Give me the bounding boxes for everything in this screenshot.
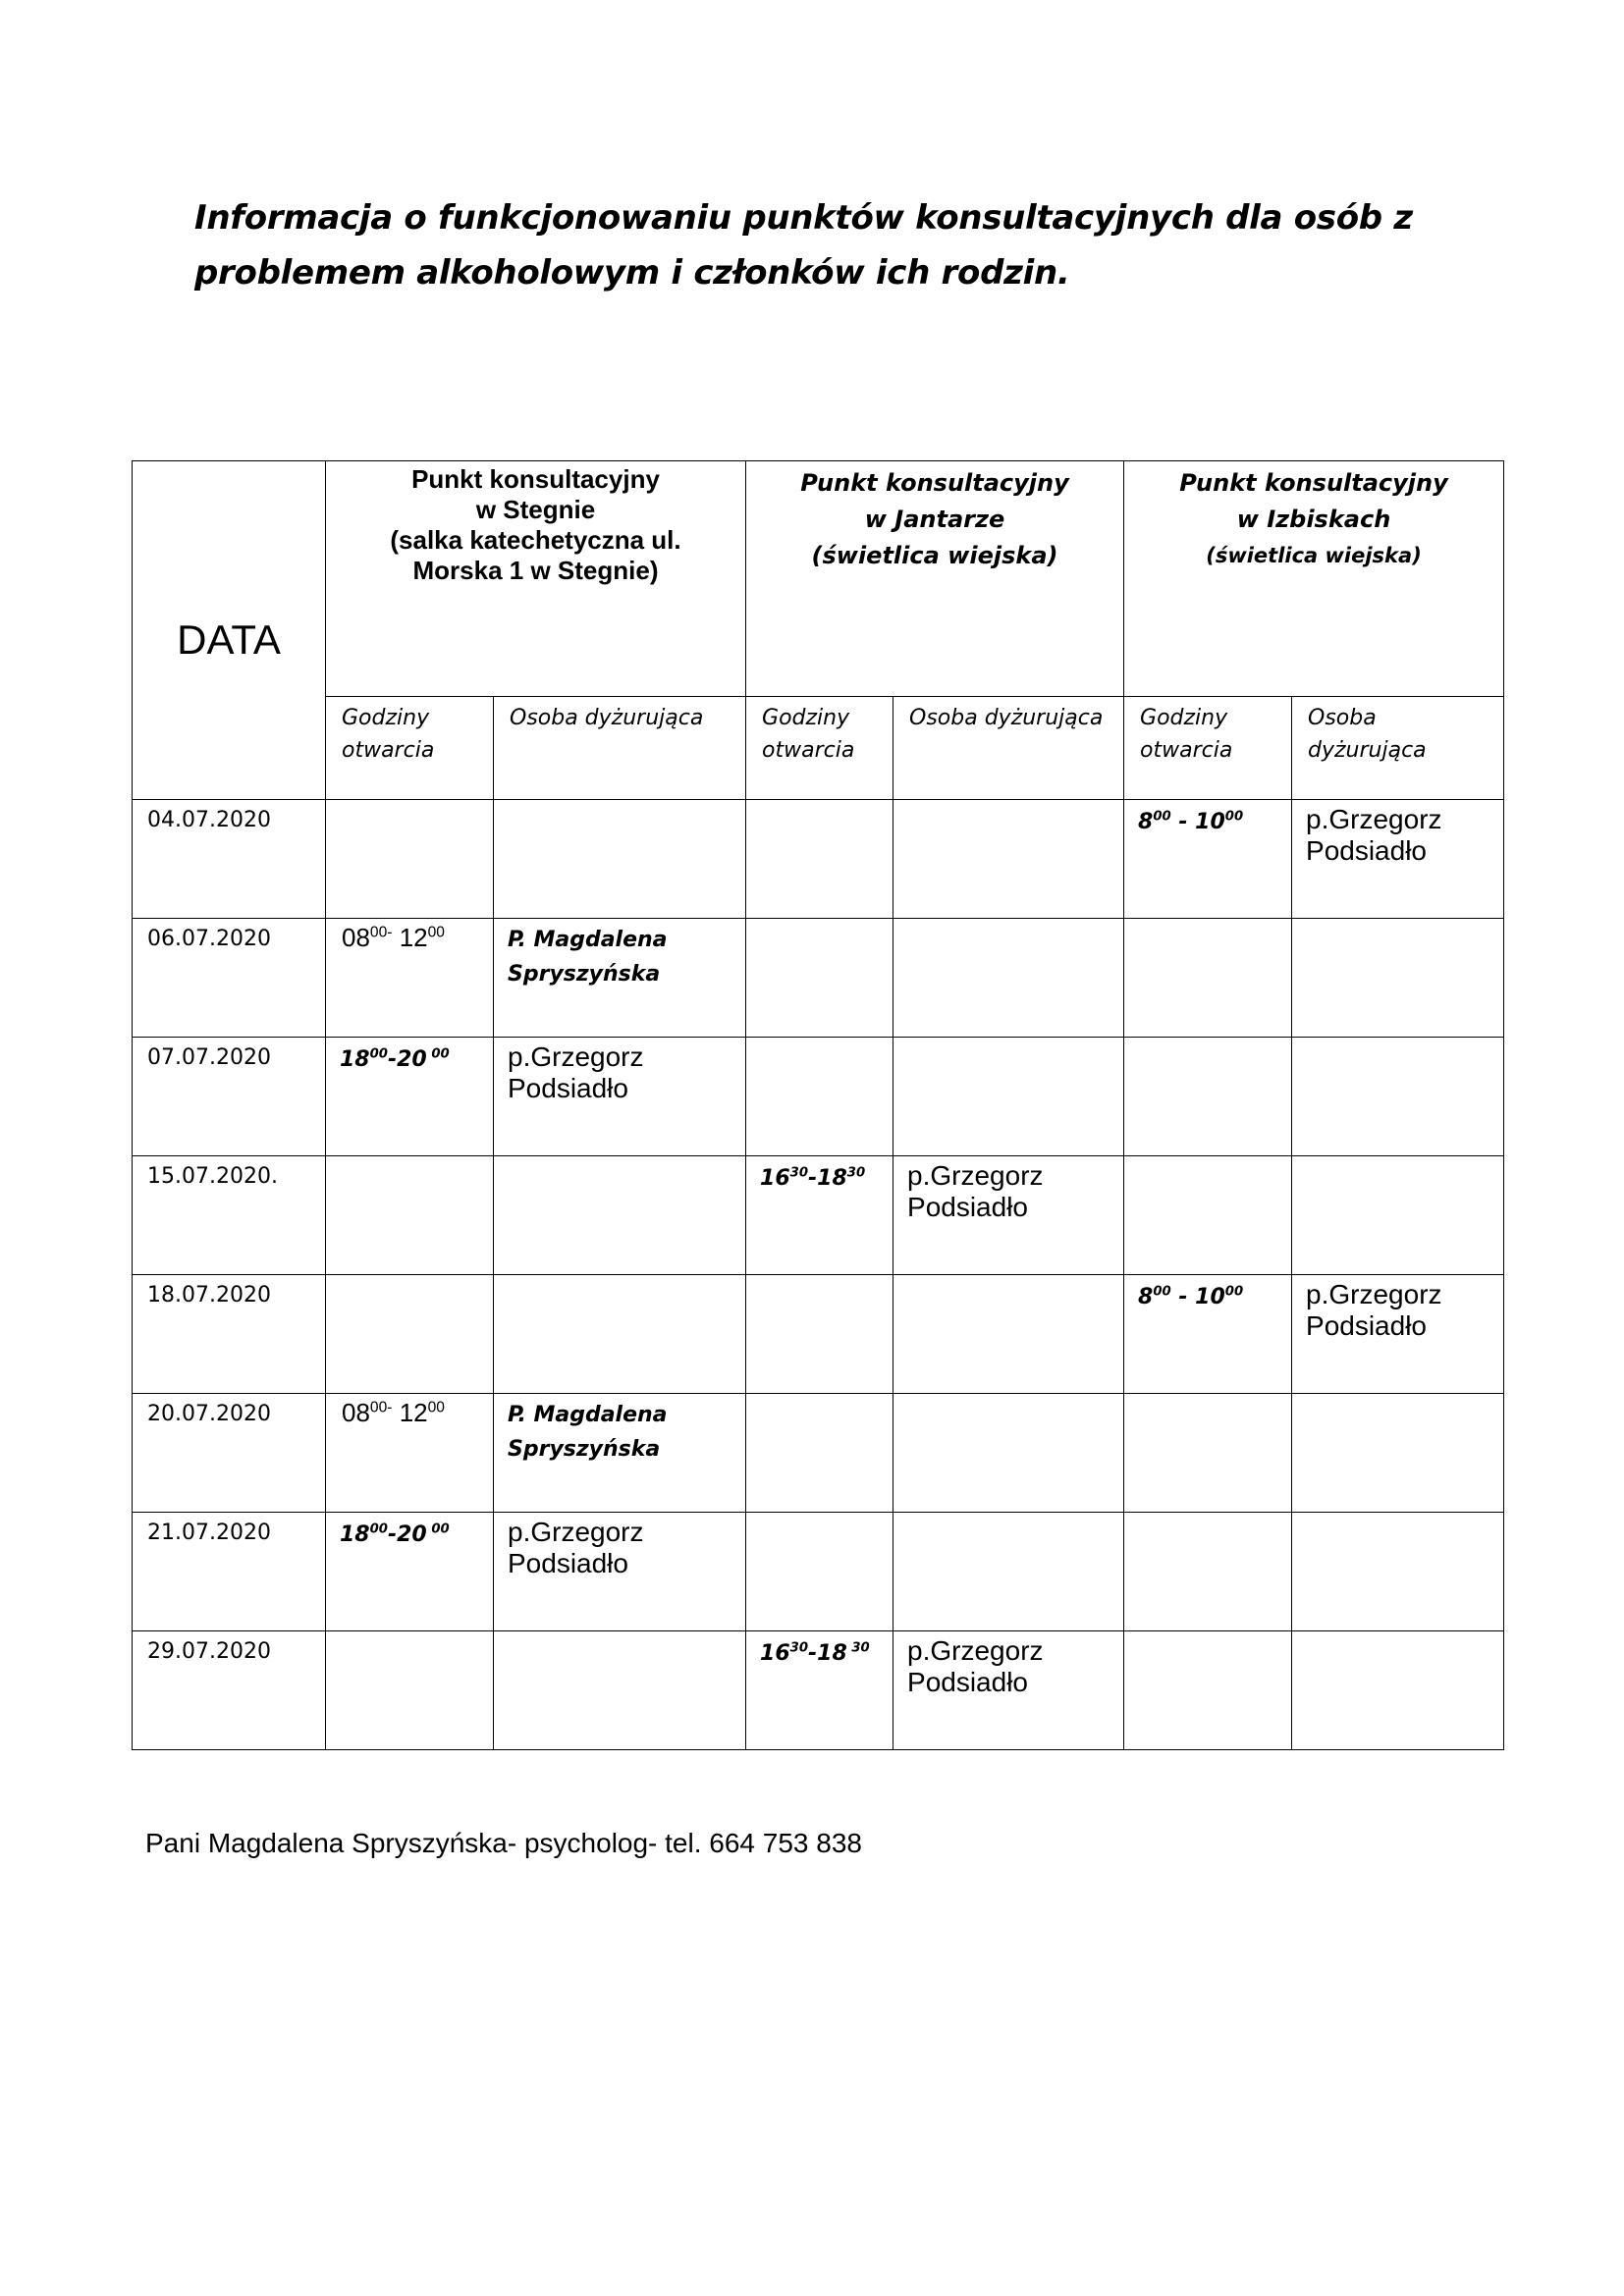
hours-header: Godziny otwarcia — [326, 697, 494, 800]
time-part: 00- — [369, 1399, 393, 1416]
hours-header: Godziny otwarcia — [746, 697, 893, 800]
time-part: 10 — [1195, 810, 1225, 834]
table-row — [133, 1394, 1504, 1513]
location-line: Punkt konsultacyjny — [800, 469, 1069, 497]
hours-cell-empty — [326, 1156, 494, 1275]
time-part: 00 — [1153, 809, 1171, 825]
table-row — [133, 1275, 1504, 1394]
location-line: Punkt konsultacyjny — [411, 464, 660, 494]
time-part: 30 — [846, 1640, 870, 1656]
hours-cell-empty — [1124, 1513, 1292, 1631]
person-cell-empty — [1292, 1513, 1504, 1631]
location-header-jantar — [746, 461, 1124, 697]
person-cell-empty — [893, 1394, 1124, 1513]
location-line: (salka katechetyczna ul. — [390, 525, 681, 555]
location-line: w Stegnie — [475, 495, 596, 524]
hours-cell-empty — [746, 919, 893, 1038]
hours-cell — [326, 1394, 494, 1513]
table-row — [133, 800, 1504, 919]
time-part: 8 — [1138, 1285, 1154, 1309]
time-part: 18 — [817, 1641, 847, 1666]
date-cell: 04.07.2020 — [133, 800, 326, 919]
schedule-rows — [133, 800, 1504, 1750]
time-part: 30 — [846, 1165, 866, 1181]
time-part: - — [387, 1047, 398, 1072]
hours-cell-empty — [1124, 1038, 1292, 1156]
date-cell: 20.07.2020 — [133, 1394, 326, 1513]
person-cell: p.Grzegorz Podsiadło — [494, 1038, 746, 1156]
time-part: 00 — [369, 1046, 388, 1062]
person-cell: p.Grzegorz Podsiadło — [1292, 800, 1504, 919]
time-part: 20 — [397, 1522, 427, 1547]
time-part: 18 — [340, 1047, 370, 1072]
time-part: 30 — [789, 1640, 808, 1656]
person-cell: P. Magdalena Spryszyńska — [494, 919, 746, 1038]
table-row — [133, 1156, 1504, 1275]
date-cell: 07.07.2020 — [133, 1038, 326, 1156]
person-cell-empty — [494, 1631, 746, 1750]
time-part: 18 — [340, 1522, 370, 1547]
time-part: 8 — [1138, 810, 1154, 834]
person-cell-empty — [494, 1275, 746, 1394]
hours-cell-empty — [746, 1275, 893, 1394]
hours-cell — [1124, 1275, 1292, 1394]
hours-cell-empty — [1124, 1394, 1292, 1513]
time-part: 00 — [426, 1522, 450, 1537]
date-cell: 29.07.2020 — [133, 1631, 326, 1750]
footer-contact: Pani Magdalena Spryszyńska- psycholog- tel. 664 753 838 — [145, 1828, 862, 1858]
person-cell-empty — [893, 919, 1124, 1038]
person-cell-empty — [1292, 1394, 1504, 1513]
date-cell: 15.07.2020. — [133, 1156, 326, 1275]
time-part — [392, 1398, 399, 1427]
time-part: 00 — [1153, 1284, 1171, 1300]
location-line: (świetlica wiejska) — [811, 542, 1058, 569]
person-cell-empty — [893, 1275, 1124, 1394]
time-part: 20 — [397, 1047, 427, 1072]
person-cell-empty — [893, 1513, 1124, 1631]
table-row — [133, 1631, 1504, 1750]
person-cell-empty — [893, 1038, 1124, 1156]
hours-cell-empty — [746, 800, 893, 919]
person-cell: p.Grzegorz Podsiadło — [893, 1156, 1124, 1275]
time-part: - — [808, 1641, 818, 1666]
person-cell-empty — [494, 1156, 746, 1275]
hours-cell — [1124, 800, 1292, 919]
location-line: w Jantarze — [864, 506, 1005, 533]
time-part — [392, 923, 399, 952]
hours-header: Godziny otwarcia — [1124, 697, 1292, 800]
table-row — [133, 919, 1504, 1038]
hours-cell-empty — [326, 1631, 494, 1750]
person-header: Osoba dyżurująca — [893, 697, 1124, 800]
time-part: - — [1170, 810, 1196, 834]
person-cell-empty — [1292, 1156, 1504, 1275]
time-part: - — [808, 1166, 818, 1191]
header-row — [133, 461, 1504, 697]
date-cell: 06.07.2020 — [133, 919, 326, 1038]
page-title: Informacja o funkcjonowaniu punktów konsultacyjnych dla osób z problemem alkoholowym i członków ich rodzin. — [194, 198, 1413, 293]
date-cell: 21.07.2020 — [133, 1513, 326, 1631]
date-cell: 18.07.2020 — [133, 1275, 326, 1394]
hours-cell-empty — [1124, 1631, 1292, 1750]
time-part: 00 — [369, 1522, 388, 1537]
time-part: 00 — [427, 1399, 445, 1416]
location-line: w Izbiskach — [1236, 506, 1391, 533]
person-cell-empty — [494, 800, 746, 919]
time-part: - — [387, 1522, 398, 1547]
subheader-row — [133, 697, 1504, 800]
person-header: Osoba dyżurująca — [1292, 697, 1504, 800]
location-line: Punkt konsultacyjny — [1179, 469, 1448, 497]
person-cell-empty — [893, 800, 1124, 919]
table-row — [133, 1038, 1504, 1156]
time-part: 00 — [1224, 809, 1244, 825]
date-column-header: DATA — [133, 461, 326, 800]
time-part: 00 — [427, 924, 445, 941]
time-part: 00- — [369, 924, 393, 941]
person-cell: P. Magdalena Spryszyńska — [494, 1394, 746, 1513]
location-header-izbiska — [1124, 461, 1504, 697]
person-header: Osoba dyżurująca — [494, 697, 746, 800]
time-part: 08 — [342, 923, 370, 952]
hours-cell-empty — [746, 1513, 893, 1631]
time-part: 16 — [760, 1166, 790, 1191]
time-part: 00 — [1224, 1284, 1244, 1300]
location-header-stegna — [326, 461, 746, 697]
hours-cell-empty — [746, 1394, 893, 1513]
time-part: 18 — [817, 1166, 847, 1191]
location-line: Morska 1 w Stegnie) — [412, 556, 659, 585]
hours-cell — [326, 1038, 494, 1156]
person-cell-empty — [1292, 1631, 1504, 1750]
time-part: 16 — [760, 1641, 790, 1666]
time-part: 12 — [399, 1398, 428, 1427]
location-line: (świetlica wiejska) — [1206, 544, 1422, 567]
person-cell-empty — [1292, 1038, 1504, 1156]
time-part: 00 — [426, 1046, 450, 1062]
time-part: 12 — [399, 923, 428, 952]
hours-cell — [746, 1156, 893, 1275]
hours-cell-empty — [326, 1275, 494, 1394]
person-cell-empty — [1292, 919, 1504, 1038]
hours-cell-empty — [1124, 919, 1292, 1038]
time-part: 30 — [789, 1165, 808, 1181]
hours-cell-empty — [1124, 1156, 1292, 1275]
time-part: 08 — [342, 1398, 370, 1427]
time-part: 10 — [1195, 1285, 1225, 1309]
time-part: - — [1170, 1285, 1196, 1309]
hours-cell-empty — [326, 800, 494, 919]
table-row — [133, 1513, 1504, 1631]
person-cell: p.Grzegorz Podsiadło — [494, 1513, 746, 1631]
hours-cell — [326, 1513, 494, 1631]
hours-cell-empty — [746, 1038, 893, 1156]
schedule-table — [132, 460, 1504, 1750]
person-cell: p.Grzegorz Podsiadło — [893, 1631, 1124, 1750]
hours-cell — [746, 1631, 893, 1750]
hours-cell — [326, 919, 494, 1038]
person-cell: p.Grzegorz Podsiadło — [1292, 1275, 1504, 1394]
